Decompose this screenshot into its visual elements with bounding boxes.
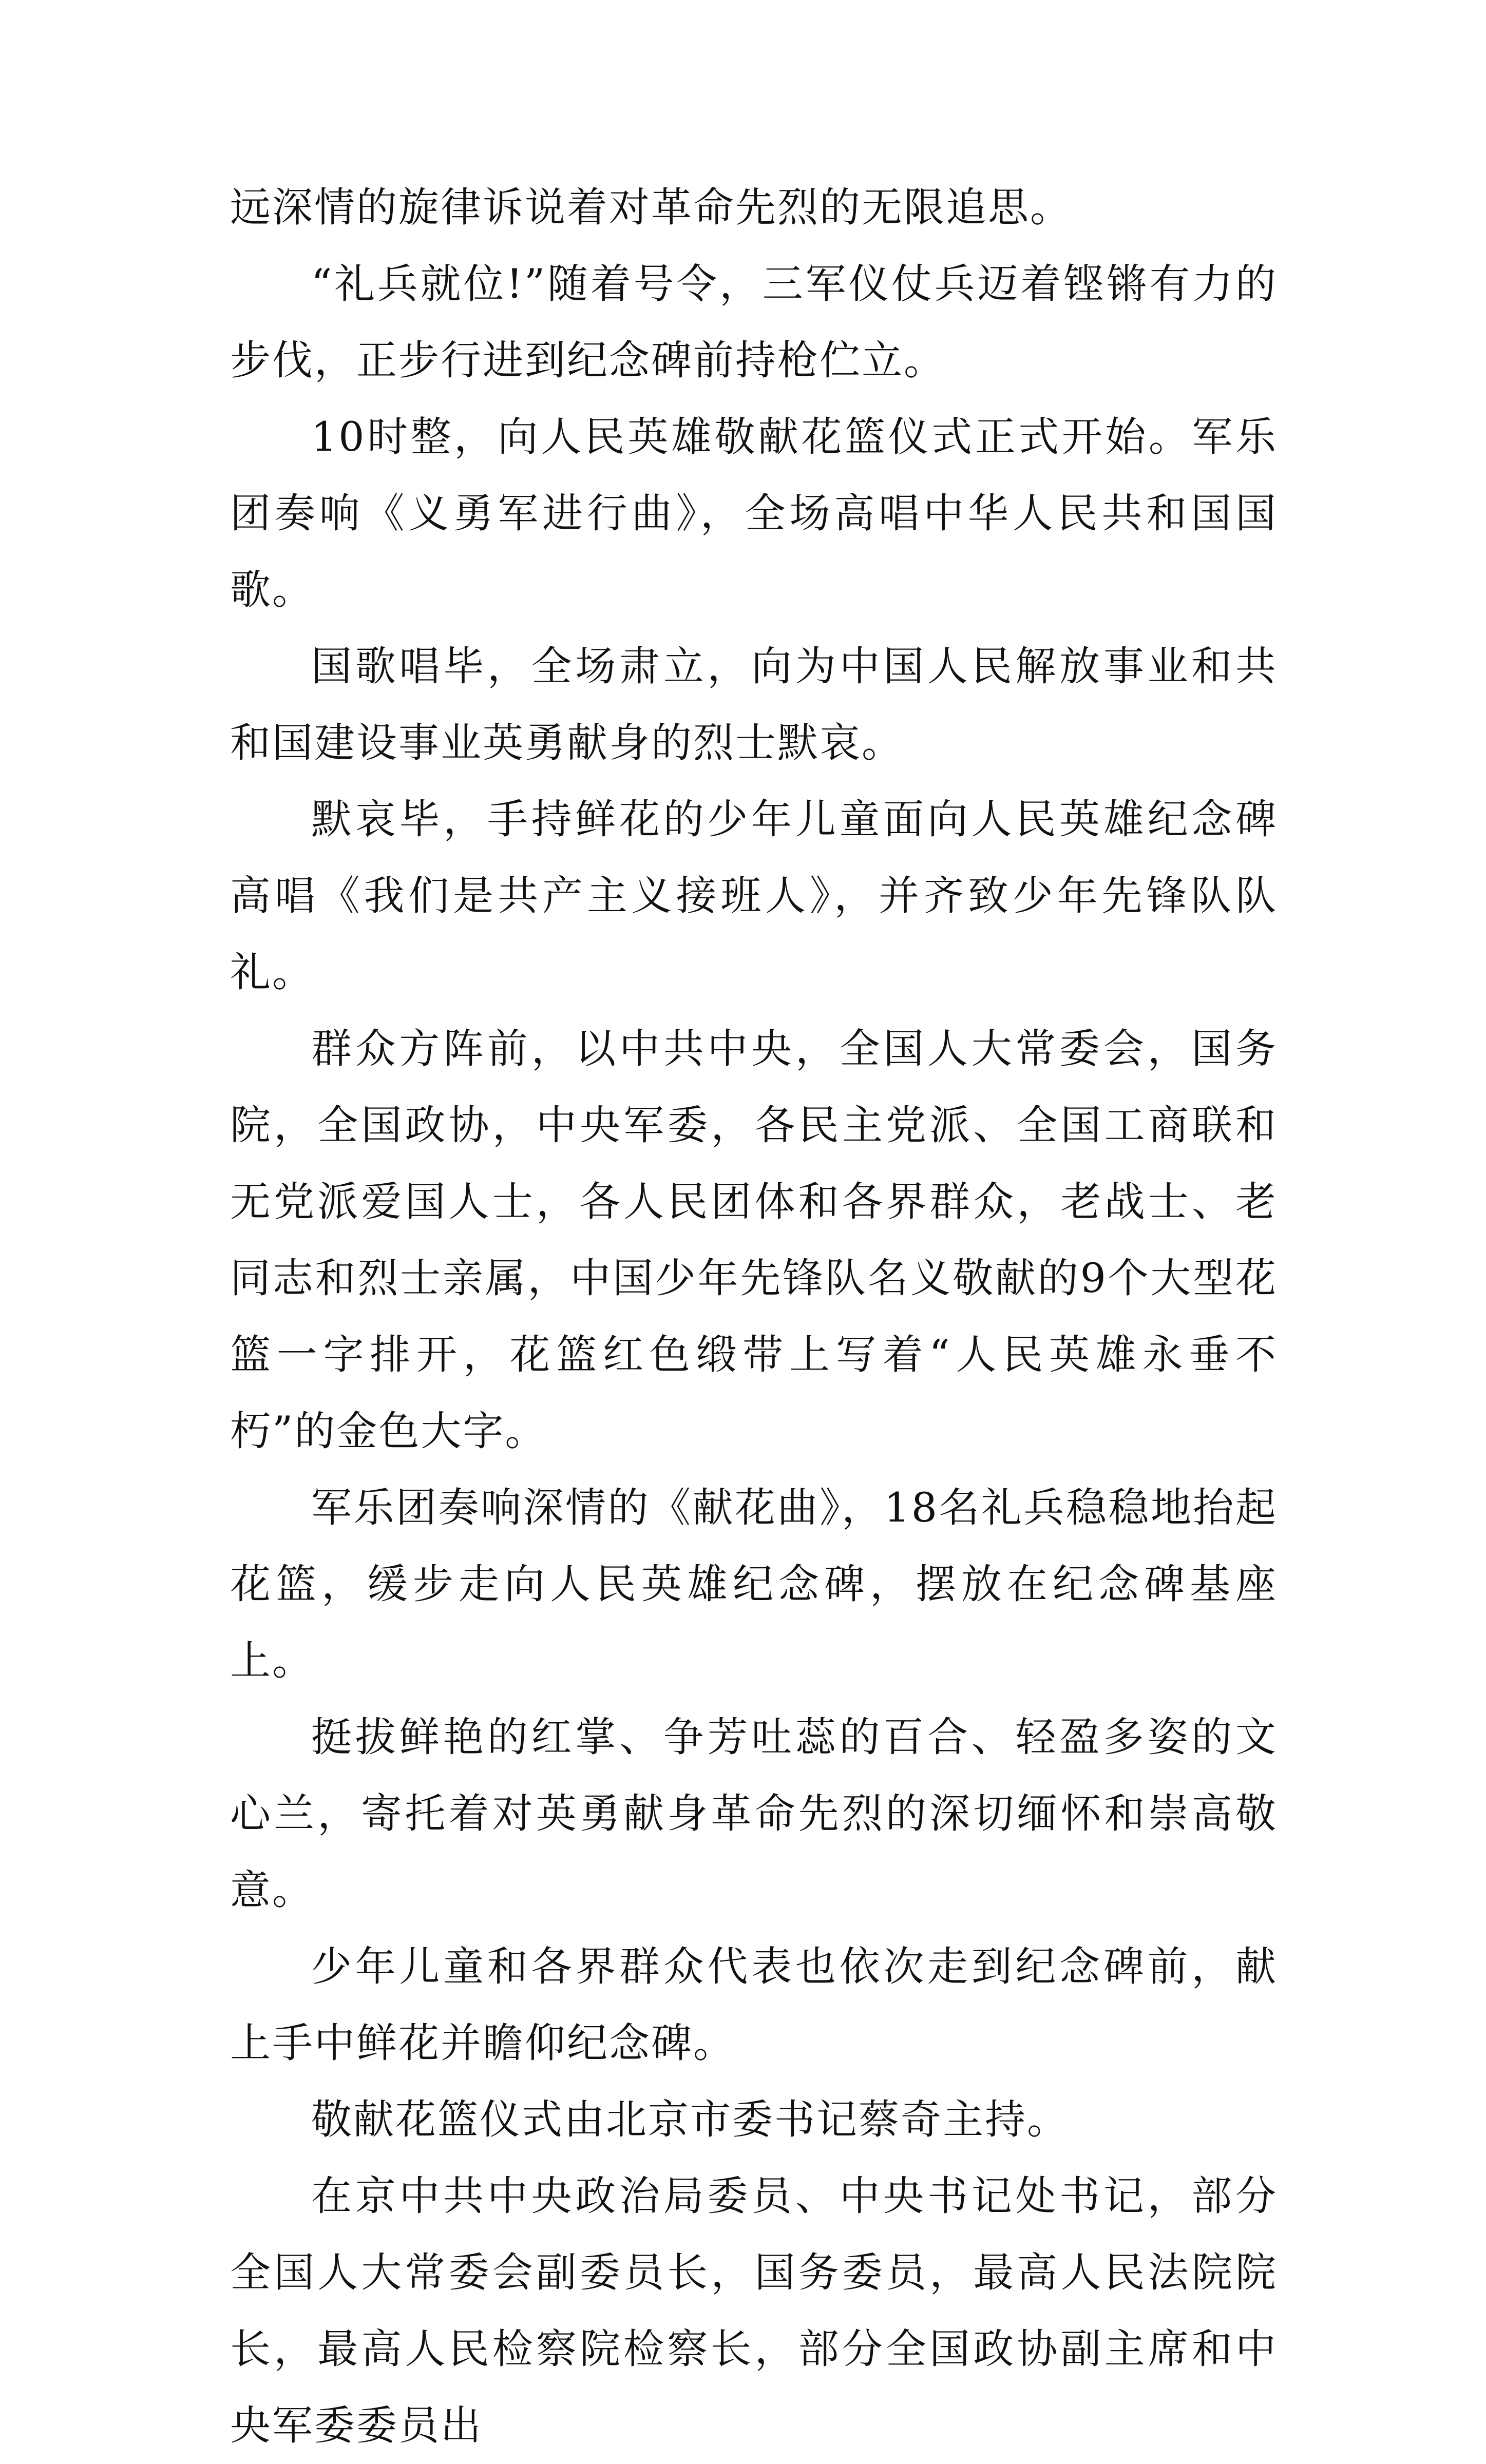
paragraph: 国歌唱毕，全场肃立，向为中国人民解放事业和共和国建设事业英勇献身的烈士默哀。 <box>230 643 1278 766</box>
paragraph: 少年儿童和各界群众代表也依次走到纪念碑前，献上手中鲜花并瞻仰纪念碑。 <box>230 1943 1278 2067</box>
paragraph: 在京中共中央政治局委员、中央书记处书记，部分全国人大常委会副委员长，国务委员，最高人民法院院长，最高人民检察院检察长，部分全国政协副主席和中央军委委员出 <box>230 2172 1278 2449</box>
paragraph: 敬献花篮仪式由北京市委书记蔡奇主持。 <box>311 2096 1069 2143</box>
paragraph: 挺拔鲜艳的红掌、争芳吐蕊的百合、轻盈多姿的文心兰，寄托着对英勇献身革命先烈的深切缅怀和崇高敬意。 <box>230 1714 1278 1914</box>
paragraph: 默哀毕，手持鲜花的少年儿童面向人民英雄纪念碑高唱《我们是共产主义接班人》，并齐致少年先锋队队礼。 <box>230 796 1278 996</box>
paragraph: 远深情的旋律诉说着对革命先烈的无限追思。 <box>230 184 1072 231</box>
paragraph: 群众方阵前，以中共中央，全国人大常委会，国务院，全国政协，中央军委，各民主党派、全国工商联和无党派爱国人士，各人民团体和各界群众，老战士、老同志和烈士亲属，中国少年先锋队名义敬献的9个大型花篮一字排开，花篮红色缎带上写着“人民英雄永垂不朽”的金色大字。 <box>230 1025 1278 1455</box>
paragraph: 军乐团奏响深情的《献花曲》，18名礼兵稳稳地抬起花篮，缓步走向人民英雄纪念碑，摆放在纪念碑基座上。 <box>230 1484 1278 1684</box>
paragraph: 10时整，向人民英雄敬献花篮仪式正式开始。军乐团奏响《义勇军进行曲》，全场高唱中华人民共和国国歌。 <box>230 413 1278 613</box>
article-body <box>230 169 1278 2464</box>
paragraph: “礼兵就位!”随着号令，三军仪仗兵迈着铿锵有力的步伐，正步行进到纪念碑前持枪伫立。 <box>230 260 1278 384</box>
